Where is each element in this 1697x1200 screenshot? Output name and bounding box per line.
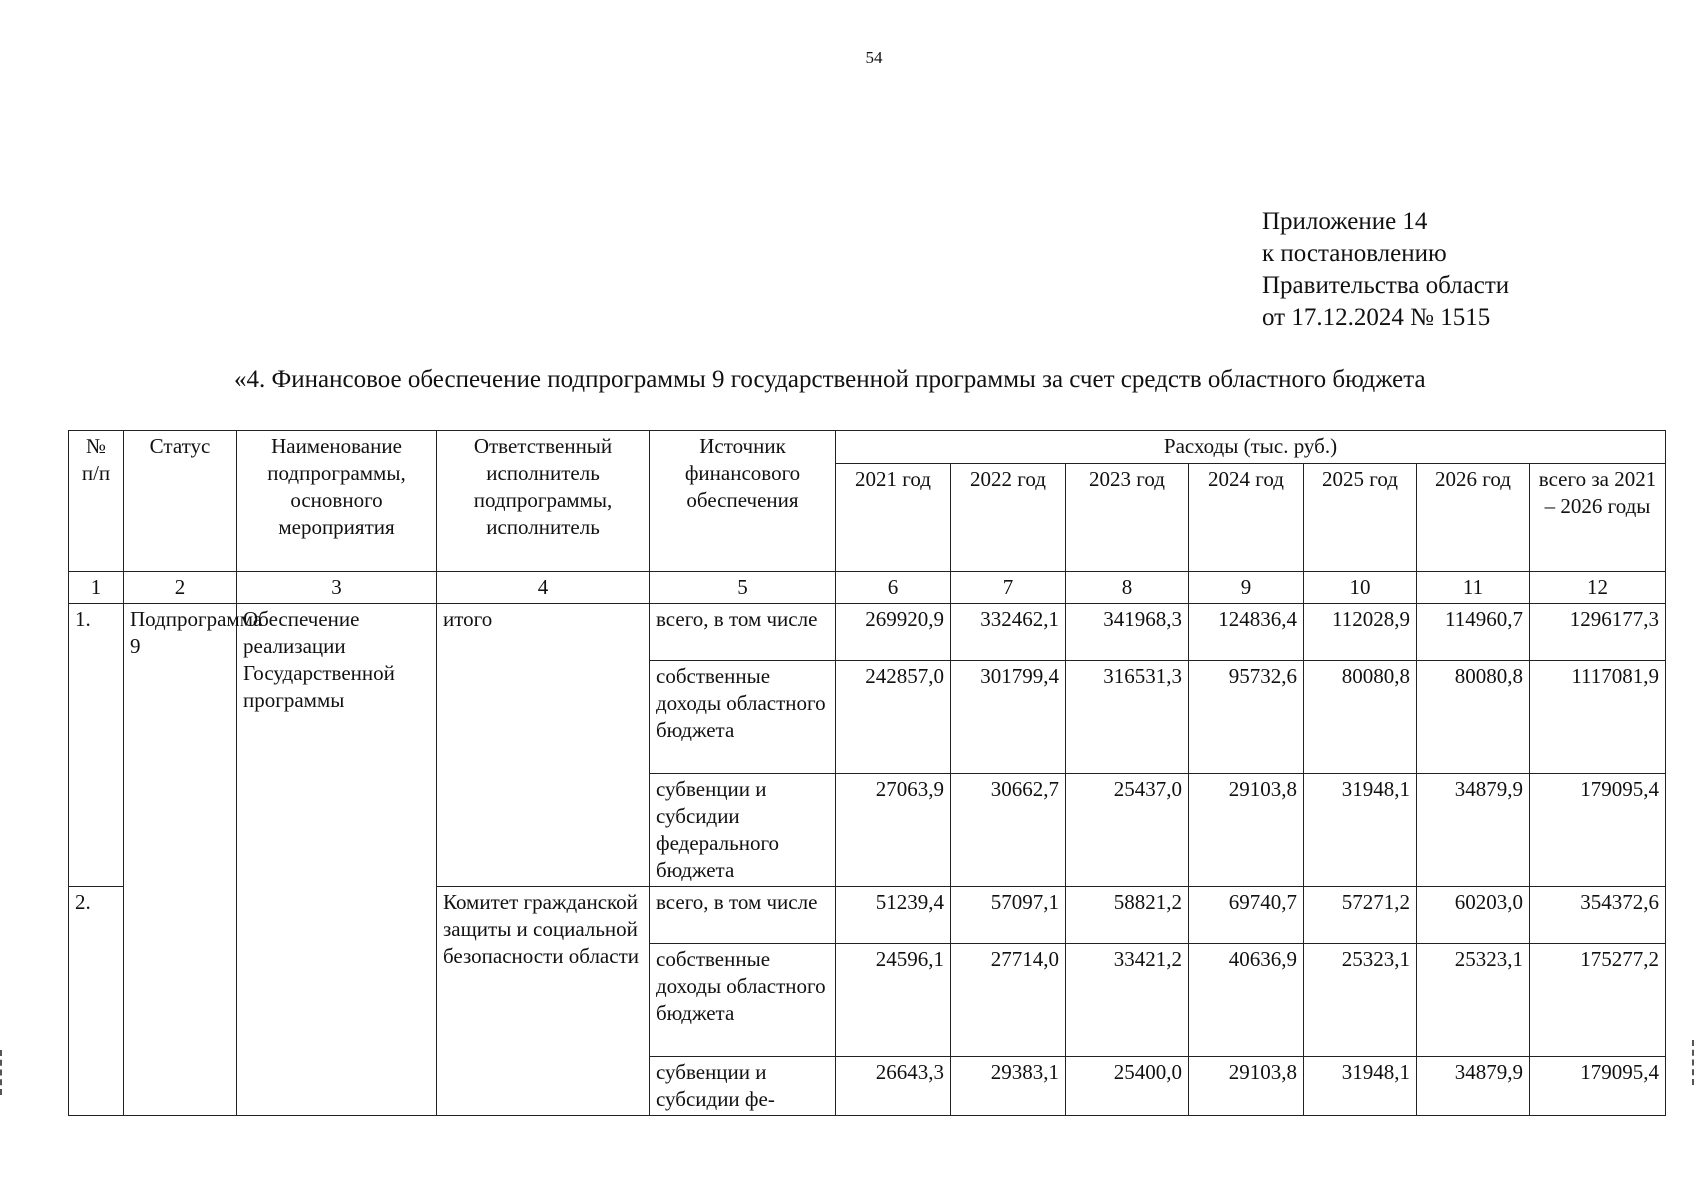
row-value: 29383,1 [951,1057,1066,1116]
row-value: 60203,0 [1417,887,1530,944]
row-value: 31948,1 [1304,1057,1417,1116]
header-status: Статус [124,431,237,572]
row-source: всего, в том числе [650,604,836,661]
row-value: 25323,1 [1304,944,1417,1057]
row-value: 58821,2 [1066,887,1189,944]
appendix-line: Правительства области [1262,272,1510,299]
header-num: № п/п [69,431,124,572]
appendix-line: Приложение 14 [1262,208,1428,235]
row-value: 80080,8 [1304,661,1417,774]
row-value: 175277,2 [1530,944,1666,1057]
row-value: 179095,4 [1530,774,1666,887]
header-year: 2024 год [1189,464,1304,572]
row-value: 179095,4 [1530,1057,1666,1116]
appendix-line: от 17.12.2024 № 1515 [1262,304,1491,331]
row-value: 301799,4 [951,661,1066,774]
row-value: 29103,8 [1189,1057,1304,1116]
header-source: Источник финансового обеспечения [650,431,836,572]
col-number: 8 [1066,572,1189,604]
header-total: всего за 2021 – 2026 годы [1530,464,1666,572]
row-value: 242857,0 [836,661,951,774]
row-value: 34879,9 [1417,1057,1530,1116]
col-number: 5 [650,572,836,604]
row-value: 95732,6 [1189,661,1304,774]
row-value: 112028,9 [1304,604,1417,661]
row-value: 341968,3 [1066,604,1189,661]
appendix-line: к постановлению [1262,240,1447,267]
row-value: 40636,9 [1189,944,1304,1057]
row-value: 354372,6 [1530,887,1666,944]
col-number: 6 [836,572,951,604]
row-source: собственные доходы областного бюджета [650,661,836,774]
row-executor: Комитет гражданской защиты и социальной безопасности области [437,887,650,1116]
row-status: Подпрограмма 9 [124,604,237,1116]
row-source: собственные доходы областного бюджета [650,944,836,1057]
row-value: 316531,3 [1066,661,1189,774]
row-value: 1117081,9 [1530,661,1666,774]
row-value: 80080,8 [1417,661,1530,774]
header-row [69,431,1666,464]
row-value: 332462,1 [951,604,1066,661]
row-value: 29103,8 [1189,774,1304,887]
col-number: 11 [1417,572,1530,604]
row-value: 57097,1 [951,887,1066,944]
col-number: 12 [1530,572,1666,604]
column-numbers-row [69,572,1666,604]
row-name: Обеспечение реализации Государственной программы [237,604,437,1116]
row-num: 2. [69,887,124,1116]
row-value: 33421,2 [1066,944,1189,1057]
row-value: 1296177,3 [1530,604,1666,661]
row-value: 25400,0 [1066,1057,1189,1116]
row-value: 57271,2 [1304,887,1417,944]
row-num: 1. [69,604,124,887]
row-value: 25323,1 [1417,944,1530,1057]
col-number: 1 [69,572,124,604]
row-source: субвенции и субсидии федерального бюджета [650,774,836,887]
row-value: 27063,9 [836,774,951,887]
row-value: 31948,1 [1304,774,1417,887]
row-executor: итого [437,604,650,887]
header-name: Наименование подпрограммы, основного мероприятия [237,431,437,572]
header-year: 2023 год [1066,464,1189,572]
row-source: всего, в том числе [650,887,836,944]
scan-margin-mark [0,1050,6,1095]
row-value: 27714,0 [951,944,1066,1057]
col-number: 10 [1304,572,1417,604]
table-row [69,604,1666,661]
row-value: 51239,4 [836,887,951,944]
row-value: 25437,0 [1066,774,1189,887]
header-year: 2026 год [1417,464,1530,572]
row-value: 114960,7 [1417,604,1530,661]
header-year: 2022 год [951,464,1066,572]
row-value: 26643,3 [836,1057,951,1116]
financing-table [68,430,1666,1116]
row-value: 24596,1 [836,944,951,1057]
row-value: 69740,7 [1189,887,1304,944]
header-executor: Ответственный исполнитель подпрограммы, исполнитель [437,431,650,572]
document-title: «4. Финансовое обеспечение подпрограммы 9 государственной программы за счет средств областного бюджета [234,366,1426,393]
scan-margin-mark [1692,1040,1697,1085]
header-year: 2021 год [836,464,951,572]
col-number: 7 [951,572,1066,604]
row-value: 34879,9 [1417,774,1530,887]
header-expenses: Расходы (тыс. руб.) [836,431,1666,464]
appendix-block [1262,206,1509,334]
page-number: 54 [865,48,883,67]
col-number: 4 [437,572,650,604]
row-value: 30662,7 [951,774,1066,887]
col-number: 3 [237,572,437,604]
header-year: 2025 год [1304,464,1417,572]
row-value: 124836,4 [1189,604,1304,661]
row-value: 269920,9 [836,604,951,661]
col-number: 2 [124,572,237,604]
row-source: субвенции и субсидии фе- [650,1057,836,1116]
col-number: 9 [1189,572,1304,604]
